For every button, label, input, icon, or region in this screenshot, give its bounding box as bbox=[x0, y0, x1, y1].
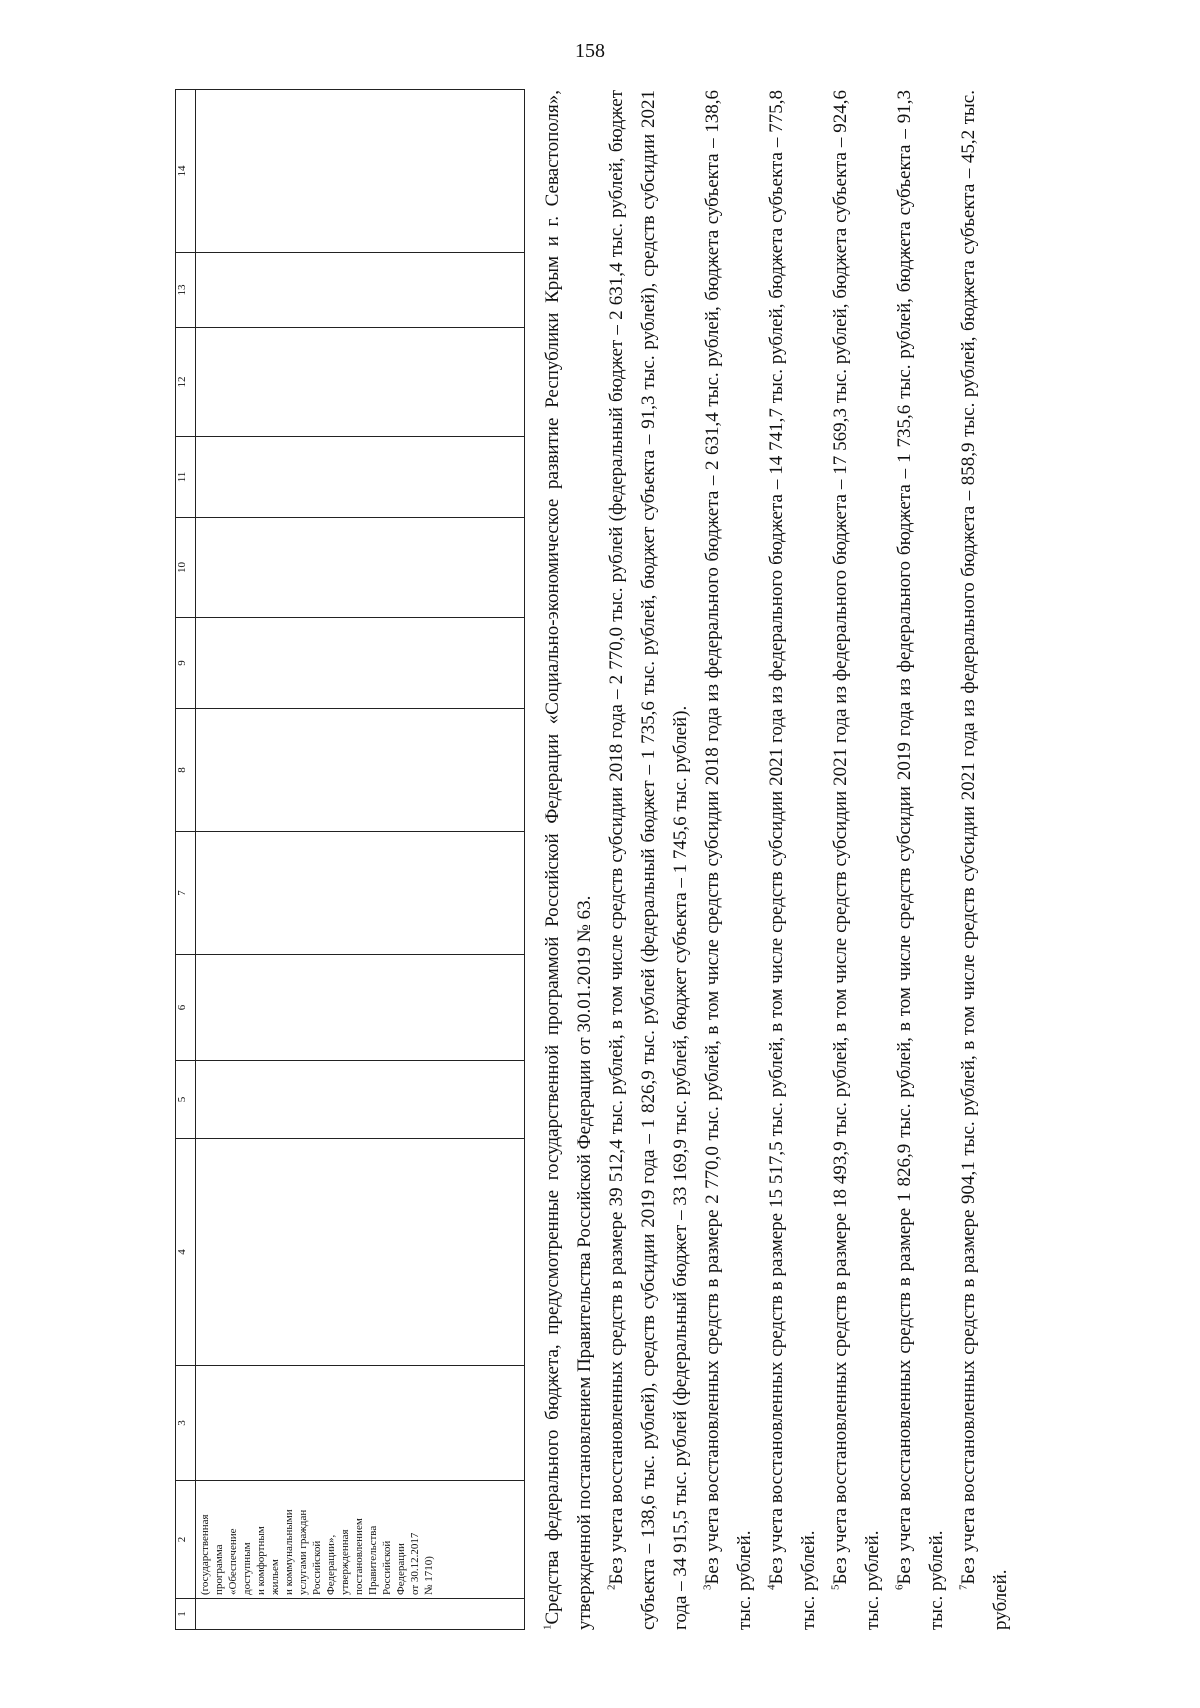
table-cell-9 bbox=[196, 618, 525, 709]
column-header-11: 11 bbox=[176, 437, 196, 518]
footnote-mark: 5 bbox=[829, 1584, 842, 1590]
table-cell-6 bbox=[196, 955, 525, 1061]
cell-text-line: жильем bbox=[269, 1559, 281, 1595]
footnote-mark: 2 bbox=[605, 1584, 618, 1590]
footnote-1 bbox=[537, 90, 601, 1630]
column-header-3: 3 bbox=[176, 1366, 196, 1481]
cell-text-line: Российской bbox=[311, 1540, 323, 1595]
cell-text-line: от 30.12.2017 bbox=[409, 1532, 421, 1595]
footnote-mark: 6 bbox=[893, 1584, 906, 1590]
footnote-5 bbox=[825, 90, 889, 1630]
column-header-2: 2 bbox=[176, 1481, 196, 1599]
footnote-7 bbox=[953, 90, 1017, 1630]
table-cell-14 bbox=[196, 90, 525, 253]
cell-text-line: Российской bbox=[381, 1540, 393, 1595]
footnote-text: Без учета восстановленных средств в размере 904,1 тыс. рублей, в том числе средств субсидии 2021 года из федерального бюджета – 858,9 тыс. рублей, бюджета субъекта – 45,2 тыс. рублей. bbox=[958, 90, 1011, 1630]
table-row bbox=[196, 90, 525, 1630]
cell-text-line: услугами граждан bbox=[297, 1509, 309, 1595]
column-header-7: 7 bbox=[176, 832, 196, 955]
page-number: 158 bbox=[575, 40, 605, 62]
table-cell-8 bbox=[196, 709, 525, 832]
column-header-13: 13 bbox=[176, 253, 196, 328]
footnote-mark: 1 bbox=[541, 1624, 554, 1630]
cell-text-line: доступным bbox=[241, 1542, 253, 1595]
table-header-row bbox=[176, 90, 196, 1630]
table-cell-3 bbox=[196, 1366, 525, 1481]
table-cell-4 bbox=[196, 1139, 525, 1366]
cell-text-line: Правительства bbox=[367, 1525, 379, 1595]
footnote-text: Средства федерального бюджета, предусмотренные государственной программой Российской Федерации «Социально-экономическое развитие Республики Крым и г. Севастополя», утвержденной постановлением Правительства Российской Федерации от 30.01.2019 № 63. bbox=[542, 90, 595, 1630]
footnote-mark: 7 bbox=[957, 1584, 970, 1590]
table-cell-13 bbox=[196, 253, 525, 328]
column-header-14: 14 bbox=[176, 90, 196, 253]
table-cell-11 bbox=[196, 437, 525, 518]
cell-text-line: и коммунальными bbox=[283, 1509, 295, 1595]
footnote-text: Без учета восстановленных средств в размере 1 826,9 тыс. рублей, в том числе средств субсидии 2019 года из федерального бюджета – 1 735,6 тыс. рублей, бюджета субъекта – 91,3 тыс. рублей. bbox=[894, 90, 947, 1630]
table-cell-12 bbox=[196, 328, 525, 437]
cell-text-line: постановлением bbox=[353, 1518, 365, 1595]
column-header-1: 1 bbox=[176, 1599, 196, 1630]
cell-text-line: «Обеспечение bbox=[227, 1528, 239, 1595]
cell-text-line: Федерации», bbox=[325, 1534, 337, 1595]
footnote-6 bbox=[889, 90, 953, 1630]
footnote-mark: 4 bbox=[765, 1584, 778, 1590]
table-cell-5 bbox=[196, 1061, 525, 1139]
column-header-12: 12 bbox=[176, 328, 196, 437]
cell-text-line: (государственная bbox=[199, 1514, 211, 1595]
footnote-4 bbox=[761, 90, 825, 1630]
cell-text-line: утвержденная bbox=[339, 1529, 351, 1595]
column-header-5: 5 bbox=[176, 1061, 196, 1139]
footnote-text: Без учета восстановленных средств в размере 18 493,9 тыс. рублей, в том числе средств субсидии 2021 года из федерального бюджета – 17 569,3 тыс. рублей, бюджета субъекта – 924,6 тыс. рублей. bbox=[830, 90, 883, 1630]
footnote-3 bbox=[697, 90, 761, 1630]
cell-text-line: программа bbox=[213, 1544, 225, 1595]
column-header-10: 10 bbox=[176, 518, 196, 618]
cell-text-line: и комфортным bbox=[255, 1526, 267, 1595]
rotated-content bbox=[175, 90, 1095, 1630]
footnotes bbox=[537, 90, 1017, 1630]
table-cell-2 bbox=[196, 1481, 525, 1599]
column-header-4: 4 bbox=[176, 1139, 196, 1366]
cell-text-line: № 1710) bbox=[423, 1556, 435, 1595]
cell-text-line: Федерации bbox=[395, 1543, 407, 1595]
footnote-mark: 3 bbox=[701, 1584, 714, 1590]
table-cell-1 bbox=[196, 1599, 525, 1630]
column-header-9: 9 bbox=[176, 618, 196, 709]
footnote-text: Без учета восстановленных средств в размере 39 512,4 тыс. рублей, в том числе средств субсидии 2018 года – 2 770,0 тыс. рублей (федеральный бюджет – 2 631,4 тыс. рублей, бюджет субъекта – 138,6 тыс. рублей), средств субсидии 2019 года – 1 826,9 тыс. рублей (федеральный бюджет – 1 735,6 тыс. рублей, бюджет субъекта – 91,3 тыс. рублей), средств субсидии 2021 года – 34 915,5 тыс. рублей (федеральный бюджет – 33 169,9 тыс. рублей, бюджет субъекта – 1 745,6 тыс. рублей). bbox=[606, 90, 691, 1630]
data-table bbox=[175, 89, 525, 1630]
table-cell-7 bbox=[196, 832, 525, 955]
table-cell-10 bbox=[196, 518, 525, 618]
column-header-8: 8 bbox=[176, 709, 196, 832]
column-header-6: 6 bbox=[176, 955, 196, 1061]
footnote-text: Без учета восстановленных средств в размере 15 517,5 тыс. рублей, в том числе средств субсидии 2021 года из федерального бюджета – 14 741,7 тыс. рублей, бюджета субъекта – 775,8 тыс. рублей. bbox=[766, 90, 819, 1630]
footnote-2 bbox=[601, 90, 697, 1630]
footnote-text: Без учета восстановленных средств в размере 2 770,0 тыс. рублей, в том числе средств субсидии 2018 года из федерального бюджета – 2 631,4 тыс. рублей, бюджета субъекта – 138,6 тыс. рублей. bbox=[702, 90, 755, 1630]
